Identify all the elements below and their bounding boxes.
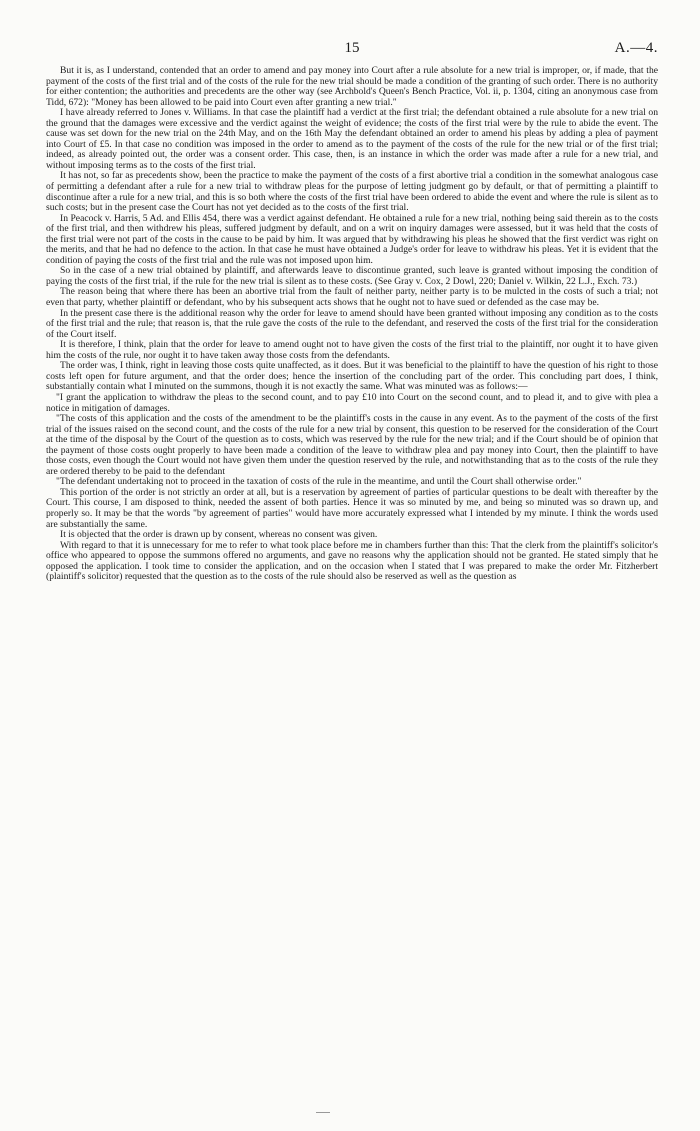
- paragraph: The order was, I think, right in leaving those costs quite unaffected, as it does. But it was beneficial to the plaintiff to have the question of his right to those costs left open for future argument, and that the order does; hence the insertion of the concluding part of the order. This concluding part does, I think, substantially contain what I minuted on the summons, though it is not exactly the same. What was minuted was as follows:—: [46, 360, 658, 393]
- body-text: [46, 66, 658, 583]
- page-header: [46, 40, 658, 66]
- paragraph: It is objected that the order is drawn up by consent, whereas no consent was given.: [60, 529, 378, 541]
- footer-mark: [316, 1112, 330, 1113]
- paragraph: In the present case there is the additional reason why the order for leave to amend should have been granted without imposing any condition as to the costs of the first trial and the rule; that reason is, that the rule gave the costs of the rule to the defendant, and reserved the costs of the first trial for the consideration of the Court itself.: [46, 307, 658, 340]
- document-page: [46, 40, 658, 583]
- paragraph: This portion of the order is not strictly an order at all, but is a reservation by agreement of parties of particular questions to be dealt with thereafter by the Court. This course, I am disposed to think, needed the assent of both parties. Hence it was so minuted by me, and being so minuted was so drawn up, and properly so. It may be that the words "by agreement of parties" would have more accurately expressed what I intended by my minute. I think the words used are substantially the same.: [46, 486, 658, 530]
- quoted-paragraph: "The defendant undertaking not to proceed in the taxation of costs of the rule in the meantime, and until the Court shall otherwise order.": [56, 476, 582, 488]
- paper-reference: A.—4.: [614, 40, 658, 56]
- paragraph: With regard to that it is unnecessary for me to refer to what took place before me in chambers further than this: That the clerk from the plaintiff's solicitor's office who appeared to oppose the summons offered no arguments, and gave no reasons why the application should not be granted. He stated simply that he opposed the application. I took time to consider the application, and on the occasion when I stated that I was prepared to make the order Mr. Fitzherbert (plaintiff's solicitor) requested that the question as to the costs of the rule should also be reserved as well as the question as: [46, 539, 658, 583]
- paragraph: In Peacock v. Harris, 5 Ad. and Ellis 454, there was a verdict against defendant. He obtained a rule for a new trial, nothing being said therein as to the costs of the first trial, and then withdrew his pleas, suffered judgment by default, and on a writ on inquiry damages were assessed, but it was held that the costs of the first trial were not part of the costs in the cause to be paid by him. It was argued that by withdrawing his pleas he showed that the first verdict was right on the merits, and that he had no defence to the action. In that case he must have obtained a Judge's order for leave to withdraw his pleas. Yet it is evident that the condition of paying the costs of the first trial and the rule was not imposed upon him.: [46, 212, 658, 266]
- quoted-paragraph: "I grant the application to withdraw the pleas to the second count, and to pay £10 into Court on the second count, and to plead it, and to give with plea a notice in mitigation of damages.: [46, 391, 658, 414]
- paragraph: So in the case of a new trial obtained by plaintiff, and afterwards leave to discontinue granted, such leave is granted without imposing the condition of paying the costs of the first trial, if the rule for the new trial is silent as to these costs. (See Gray v. Cox, 2 Dowl, 220; Daniel v. Wilkin, 22 L.J., Exch. 73.): [46, 265, 658, 287]
- paragraph: But it is, as I understand, contended that an order to amend and pay money into Court after a rule absolute for a new trial is improper, or, if made, that the payment of the costs of the first trial and of the costs of the rule for the new trial should be made a condition of the granting of such order. There is no authority for either contention; the authorities and precedents are the other way (see Archbold's Queen's Bench Practice, Vol. ii, p. 1304, citing an anonymous case from Tidd, 672): "Money has been allowed to be paid into Court even after granting a new trial.": [46, 65, 658, 108]
- paragraph: I have already referred to Jones v. Williams. In that case the plaintiff had a verdict at the first trial; the defendant obtained a rule absolute for a new trial on the ground that the damages were excessive and the verdict against the weight of evidence; the costs of the first trial were by the rule to abide the event. The cause was set down for the new trial on the 24th May, and on the 16th May the defendant obtained an order to amend his pleas by adding a plea of payment into Court of £5. In that case no condition was imposed in the order to amend as to the payment of the costs of the rule for the new trial or of the first trial; indeed, as already pointed out, the order was a consent order. This case, then, is an instance in which the order was made after a rule for a new trial, and without imposing terms as to the costs of the first trial.: [46, 107, 658, 171]
- paragraph: The reason being that where there has been an abortive trial from the fault of neither party, neither party is to be mulcted in the costs of such a trial; not even that party, whether plaintiff or defendant, who by his subsequent acts shows that he ought not to have sued or defended as the case may be.: [46, 286, 658, 309]
- paragraph: It is therefore, I think, plain that the order for leave to amend ought not to have given the costs of the first trial to the plaintiff, nor ought it to have given him the costs of the rule, nor ought it to have taken away those costs from the defendants.: [46, 339, 658, 361]
- quoted-paragraph: "The costs of this application and the costs of the amendment to be the plaintiff's costs in the cause in any event. As to the payment of the costs of the first trial of the issues raised on the second count, and the costs of the rule for a new trial by consent, this question to be reserved for the consideration of the Court at the time of the disposal by the Court of the question as to costs, which was reserved by the rule for the new trial; and if the Court should be of opinion that the payment of those costs ought properly to have been made a condition of the leave to withdraw plea and pay money into Court, then the plaintiff to have those costs, even though the Court would not have given them under the question reserved by the rule, and notwithstanding that as to the costs of the rule they are ordered thereby to be paid to the defendant: [46, 413, 658, 477]
- page-number: 15: [344, 40, 360, 56]
- paragraph: It has not, so far as precedents show, been the practice to make the payment of the costs of a first abortive trial a condition in the somewhat analogous case of permitting a defendant after a rule for a new trial to withdraw pleas for the purpose of letting judgment go by default, or that of permitting a plaintiff to discontinue after a rule for a new trial, and this is so both where the costs of the first trial have been ordered to abide the event and where the rule is silent as to such costs; but in the present case the Court has not yet decided as to the costs of the first trial.: [46, 170, 658, 214]
